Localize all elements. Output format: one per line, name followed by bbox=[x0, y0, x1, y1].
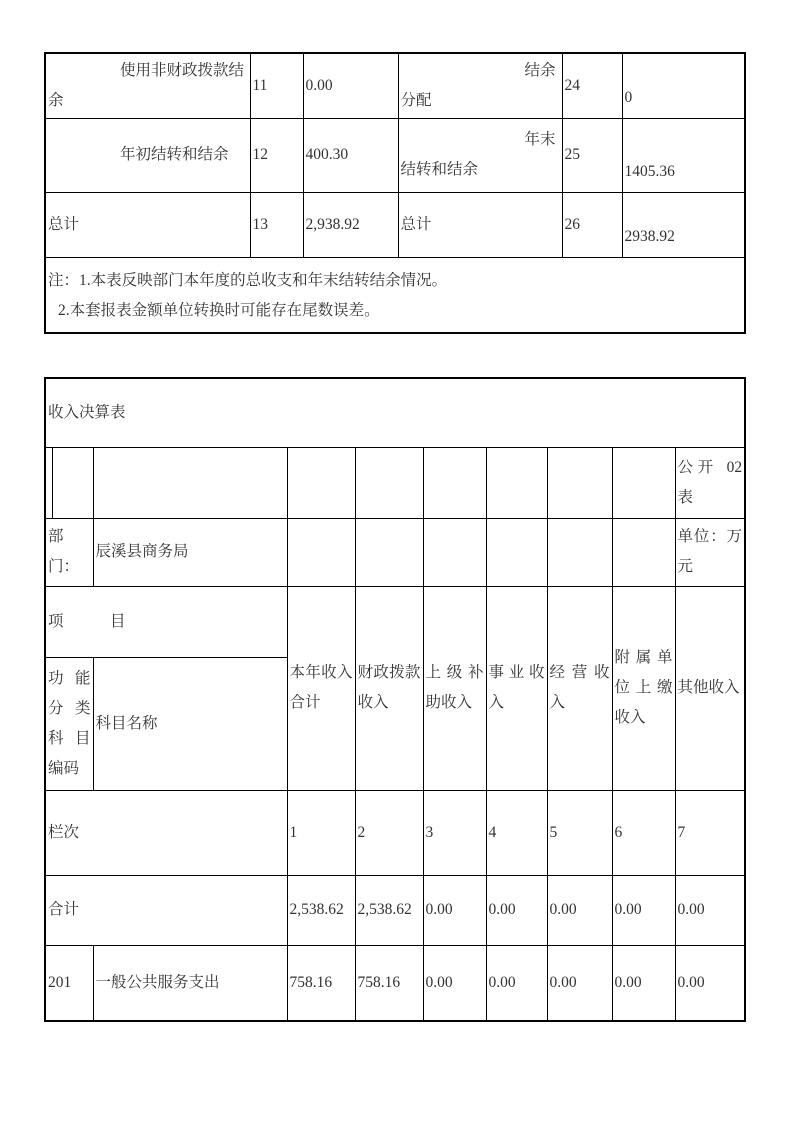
spacer-cell bbox=[287, 518, 355, 586]
department-name: 辰溪县商务局 bbox=[93, 518, 287, 586]
title-row bbox=[45, 378, 745, 447]
balance-summary-table bbox=[44, 52, 746, 334]
subject-name-header: 科目名称 bbox=[93, 657, 287, 790]
row-label: 使用非财政拨款结余 bbox=[45, 53, 250, 118]
spacer-cell bbox=[423, 447, 486, 518]
column-header: 附属单位上缴收入 bbox=[612, 586, 675, 790]
total-amount: 2,538.62 bbox=[287, 875, 355, 945]
function-code-header: 功能分类科目编码 bbox=[45, 657, 93, 790]
row-label: 结余分配 bbox=[398, 53, 562, 118]
table-row bbox=[45, 945, 745, 1021]
spacer-cell bbox=[93, 447, 287, 518]
spacer-cell bbox=[612, 518, 675, 586]
column-header: 财政拨款收入 bbox=[355, 586, 423, 790]
spacer-cell bbox=[486, 447, 547, 518]
row-amount: 758.16 bbox=[287, 945, 355, 1021]
unit-label: 单位：万元 bbox=[675, 518, 745, 586]
row-amount: 758.16 bbox=[355, 945, 423, 1021]
column-header: 本年收入合计 bbox=[287, 586, 355, 790]
row-label: 总计 bbox=[398, 192, 562, 257]
income-statement-table bbox=[44, 377, 746, 1022]
department-row bbox=[45, 518, 745, 586]
spacer-cell bbox=[547, 518, 612, 586]
column-index: 1 bbox=[287, 790, 355, 875]
line-number: 13 bbox=[250, 192, 303, 257]
table-row bbox=[45, 192, 745, 257]
notes-row bbox=[45, 257, 745, 333]
sheet-number-row bbox=[45, 447, 745, 518]
line-number: 24 bbox=[562, 53, 622, 118]
row-label: 总计 bbox=[45, 192, 250, 257]
amount-cell: 2,938.92 bbox=[303, 192, 398, 257]
amount-cell: 0 bbox=[622, 53, 745, 118]
line-number: 26 bbox=[562, 192, 622, 257]
row-amount: 0.00 bbox=[423, 945, 486, 1021]
column-header: 其他收入 bbox=[675, 586, 745, 790]
column-index: 6 bbox=[612, 790, 675, 875]
line-number: 12 bbox=[250, 118, 303, 192]
table-row bbox=[45, 53, 745, 118]
total-amount: 0.00 bbox=[423, 875, 486, 945]
column-index: 7 bbox=[675, 790, 745, 875]
note-line-2: 2.本套报表金额单位转换时可能存在尾数误差。 bbox=[58, 301, 380, 319]
row-label: 年初结转和结余 bbox=[45, 118, 250, 192]
column-header: 经营收入 bbox=[547, 586, 612, 790]
column-index-label: 栏次 bbox=[45, 790, 287, 875]
row-amount: 0.00 bbox=[547, 945, 612, 1021]
spacer-cell bbox=[423, 518, 486, 586]
column-header: 上级补助收入 bbox=[423, 586, 486, 790]
total-amount: 0.00 bbox=[547, 875, 612, 945]
spacer-cell bbox=[486, 518, 547, 586]
line-number: 25 bbox=[562, 118, 622, 192]
amount-cell: 2938.92 bbox=[622, 192, 745, 257]
sheet-number: 公开 02 表 bbox=[675, 447, 745, 518]
total-amount: 0.00 bbox=[612, 875, 675, 945]
row-amount: 0.00 bbox=[486, 945, 547, 1021]
total-amount: 2,538.62 bbox=[355, 875, 423, 945]
spacer-cell bbox=[355, 518, 423, 586]
project-header: 项 目 bbox=[45, 586, 287, 657]
row-name: 一般公共服务支出 bbox=[93, 945, 287, 1021]
table-row bbox=[45, 118, 745, 192]
column-index-row bbox=[45, 790, 745, 875]
spacer-cell bbox=[52, 447, 93, 518]
column-index: 4 bbox=[486, 790, 547, 875]
column-index: 5 bbox=[547, 790, 612, 875]
amount-cell: 400.30 bbox=[303, 118, 398, 192]
total-row bbox=[45, 875, 745, 945]
spacer-cell bbox=[612, 447, 675, 518]
row-amount: 0.00 bbox=[675, 945, 745, 1021]
row-amount: 0.00 bbox=[612, 945, 675, 1021]
line-number: 11 bbox=[250, 53, 303, 118]
total-amount: 0.00 bbox=[675, 875, 745, 945]
column-index: 2 bbox=[355, 790, 423, 875]
column-header: 事业收入 bbox=[486, 586, 547, 790]
spacer-cell bbox=[287, 447, 355, 518]
spacer-cell bbox=[355, 447, 423, 518]
department-label: 部门： bbox=[45, 518, 93, 586]
table-title: 收入决算表 bbox=[45, 378, 745, 447]
note-line-1: 注：1.本表反映部门本年度的总收支和年末结转结余情况。 bbox=[48, 271, 448, 289]
amount-cell: 1405.36 bbox=[622, 118, 745, 192]
column-index: 3 bbox=[423, 790, 486, 875]
table-notes bbox=[45, 257, 745, 333]
amount-cell: 0.00 bbox=[303, 53, 398, 118]
spacer-cell bbox=[45, 447, 52, 518]
total-row-label: 合计 bbox=[45, 875, 287, 945]
total-amount: 0.00 bbox=[486, 875, 547, 945]
row-code: 201 bbox=[45, 945, 93, 1021]
project-header-row bbox=[45, 586, 745, 657]
row-label: 年末结转和结余 bbox=[398, 118, 562, 192]
spacer-cell bbox=[547, 447, 612, 518]
